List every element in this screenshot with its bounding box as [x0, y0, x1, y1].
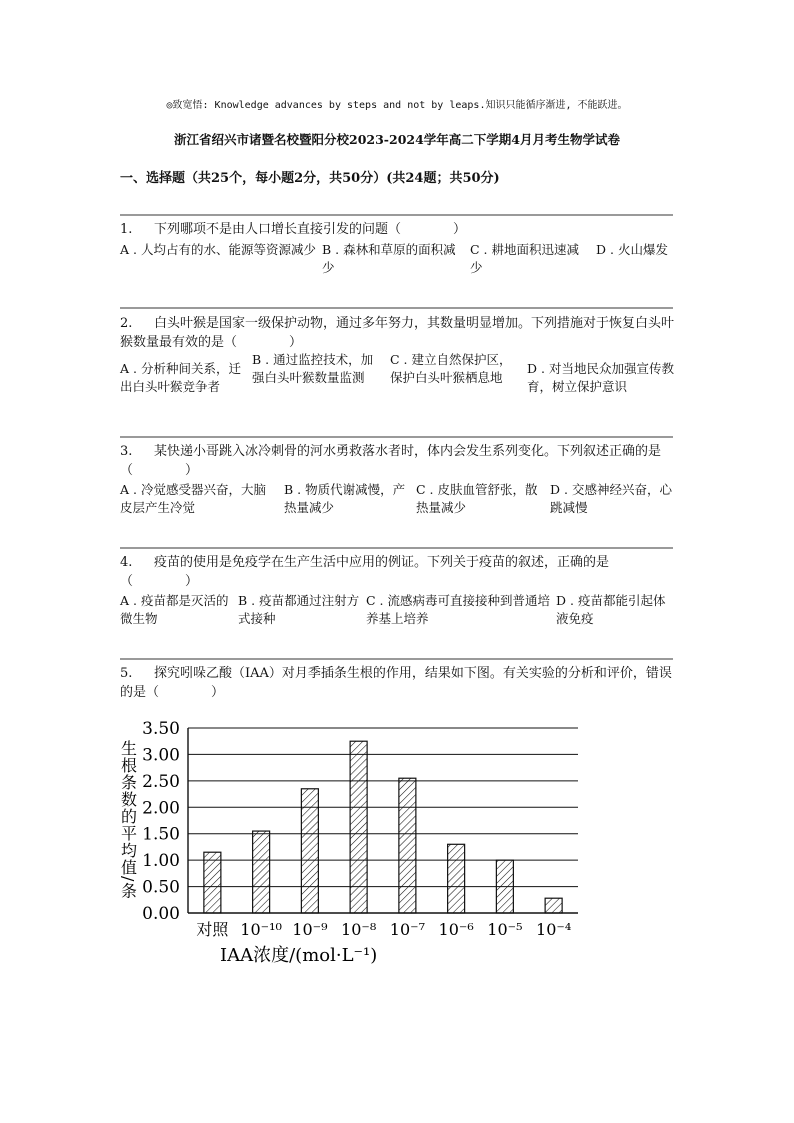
question-text: 白头叶猴是国家一级保护动物，通过多年努力，其数量明显增加。下列措施对于恢复白头叶猴数量最有效的是（ ） [120, 316, 675, 350]
y-tick-label: 0.50 [142, 877, 180, 898]
x-tick-label: 10⁻⁶ [438, 920, 474, 939]
option-b[interactable]: B . 森林和草原的面积减少 [322, 242, 456, 275]
x-tick-label: 10⁻⁷ [389, 920, 425, 939]
option-c[interactable]: C . 流感病毒可直接接种到普通培养基上培养 [366, 593, 550, 626]
question-4-stem [120, 553, 675, 591]
question-5-stem [120, 664, 675, 702]
bar-5 [448, 844, 465, 913]
question-number: 1. [120, 222, 133, 237]
header-note: ◎致宽悟: Knowledge advances by steps and not by leaps.知识只能循序渐进, 不能跃进。 [166, 100, 628, 111]
option-b[interactable]: B . 物质代谢减慢，产热量减少 [284, 482, 406, 515]
option-c[interactable]: C . 皮肤血管舒张，散热量减少 [416, 482, 538, 515]
divider [120, 436, 673, 438]
y-tick-label: 1.50 [142, 824, 180, 845]
y-tick-label: 2.00 [142, 798, 180, 819]
bar-7 [545, 898, 562, 913]
question-text: 某快递小哥跳入冰冷刺骨的河水勇救落水者时，体内会发生系列变化。下列叙述正确的是（ ） [120, 444, 662, 478]
question-text: 疫苗的使用是免疫学在生产生活中应用的例证。下列关于疫苗的叙述，正确的是（ ） [120, 555, 610, 589]
bar-6 [496, 860, 513, 913]
question-number: 4. [120, 555, 133, 570]
x-tick-label: 对照 [196, 920, 229, 939]
divider [120, 214, 673, 216]
question-text: 探究吲哚乙酸（IAA）对月季插条生根的作用，结果如下图。有关实验的分析和评价，错误的是（ ） [120, 666, 672, 700]
page-title: 浙江省绍兴市诸暨名校暨阳分校2023-2024学年高二下学期4月月考生物学试卷 [174, 132, 620, 147]
divider [120, 658, 673, 660]
question-number: 2. [120, 316, 133, 331]
question-number: 3. [120, 444, 133, 459]
y-tick-label: 3.50 [142, 719, 180, 739]
bar-3 [350, 741, 367, 913]
y-tick-label: 3.00 [142, 745, 180, 766]
option-a[interactable]: A . 冷觉感受器兴奋，大脑皮层产生冷觉 [120, 482, 266, 515]
y-tick-label: 2.50 [142, 771, 180, 792]
question-text: 下列哪项不是由人口增长直接引发的问题（ ） [154, 222, 467, 237]
bar-0 [204, 852, 221, 913]
option-d[interactable]: D . 对当地民众加强宣传教育，树立保护意识 [527, 361, 674, 394]
question-3-stem [120, 442, 675, 480]
divider [120, 547, 673, 549]
x-axis-label: IAA浓度/(mol·L⁻¹) [220, 945, 378, 966]
question-1-stem [120, 220, 675, 239]
question-2-stem [120, 314, 675, 352]
y-axis-label: 生根条数的平均值/条 [118, 740, 138, 900]
x-tick-label: 10⁻¹⁰ [240, 920, 282, 939]
option-d[interactable]: D . 疫苗都能引起体液免疫 [556, 593, 666, 626]
option-b[interactable]: B . 通过监控技术，加强白头叶猴数量监测 [252, 352, 374, 385]
bar-1 [253, 831, 270, 913]
section-heading: 一、选择题（共25个，每小题2分，共50分）(共24题；共50分) [120, 171, 500, 186]
x-tick-labels [196, 920, 571, 939]
axes [188, 728, 578, 913]
option-a[interactable]: A . 人均占有的水、能源等资源减少 [120, 242, 316, 257]
iaa-rooting-bar-chart [110, 718, 600, 980]
option-a[interactable]: A . 疫苗都是灭活的微生物 [120, 593, 229, 626]
grid-lines [188, 728, 578, 887]
option-a[interactable]: A . 分析种间关系，迁出白头叶猴竞争者 [120, 361, 241, 394]
x-tick-label: 10⁻⁸ [341, 920, 377, 939]
y-tick-label: 0.00 [142, 904, 180, 924]
option-c[interactable]: C . 建立自然保护区，保护白头叶猴栖息地 [390, 352, 512, 385]
bars [204, 741, 562, 913]
bar-4 [399, 778, 416, 913]
x-tick-label: 10⁻⁵ [487, 920, 523, 939]
option-d[interactable]: D . 交感神经兴奋，心跳减慢 [550, 482, 672, 515]
option-c[interactable]: C . 耕地面积迅速减少 [470, 242, 579, 275]
divider [120, 307, 673, 309]
question-number: 5. [120, 666, 133, 681]
option-b[interactable]: B . 疫苗都通过注射方式接种 [238, 593, 360, 626]
x-tick-label: 10⁻⁹ [292, 920, 328, 939]
y-tick-label: 1.00 [142, 851, 180, 872]
y-tick-labels [142, 719, 180, 924]
x-tick-label: 10⁻⁴ [536, 920, 572, 939]
bar-2 [301, 789, 318, 913]
option-d[interactable]: D . 火山爆发 [596, 242, 668, 257]
